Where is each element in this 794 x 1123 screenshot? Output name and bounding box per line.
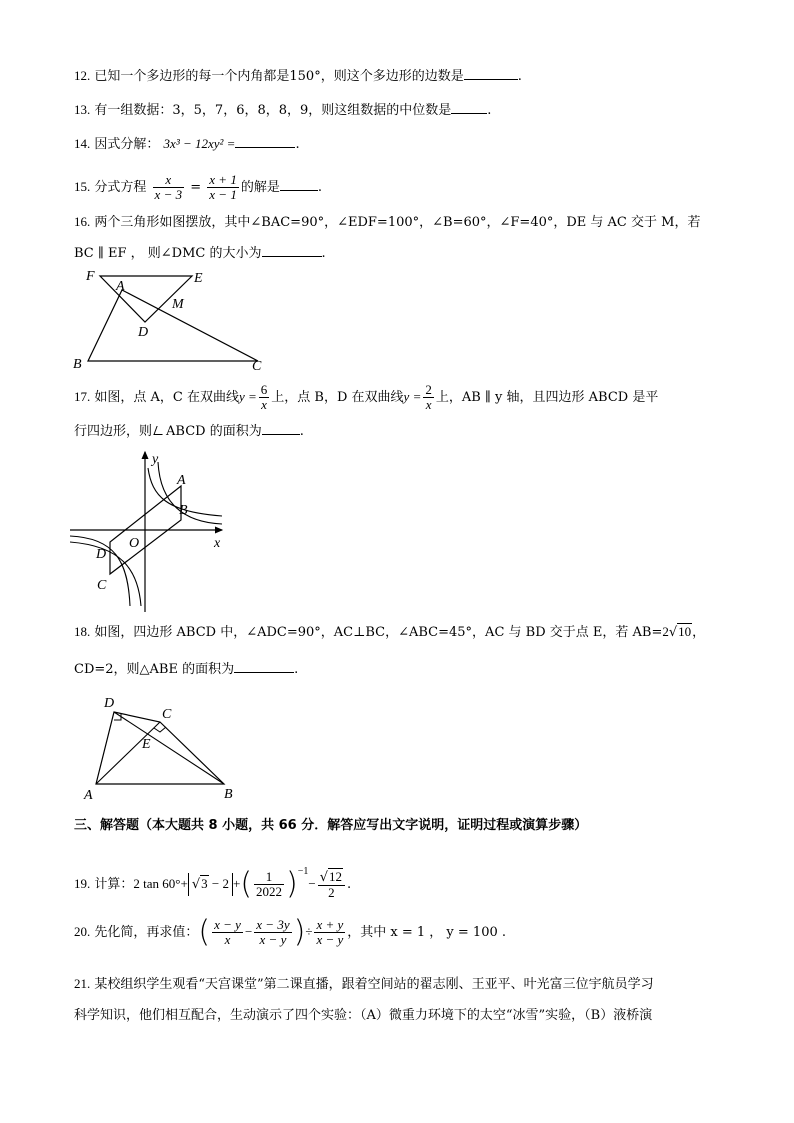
- label-m: M: [172, 297, 184, 312]
- question-text-part1: 如图，点 A，C 在双曲线: [94, 390, 239, 405]
- label-d: D: [96, 547, 107, 562]
- radical-sign: √: [668, 625, 678, 640]
- question-text-part3: 上，AB ∥ y 轴，且四边形 ABCD 是平: [435, 390, 659, 405]
- minus-sign: −: [244, 924, 253, 939]
- answer-blank: [451, 101, 487, 114]
- question-text-line2b: ABCD 的面积为: [166, 424, 262, 439]
- label-c: C: [252, 359, 262, 374]
- question-16: [74, 212, 700, 233]
- function-2-lhs: y =: [403, 389, 422, 404]
- period: .: [347, 877, 352, 892]
- question-number: 12.: [74, 68, 91, 83]
- question-number: 20.: [74, 924, 91, 939]
- period: .: [487, 103, 492, 118]
- label-a: A: [84, 788, 93, 802]
- quadrilateral-abcd: [96, 712, 224, 784]
- question-13: [74, 100, 491, 121]
- question-text: 先化简，再求值：: [94, 925, 199, 940]
- question-21-line2: [74, 1006, 652, 1026]
- quadrilateral-figure: [80, 690, 240, 802]
- question-21: [74, 974, 654, 995]
- question-18-line2: [74, 660, 298, 680]
- label-b: B: [73, 357, 82, 372]
- question-number: 19.: [74, 876, 91, 891]
- label-d: D: [104, 696, 115, 711]
- period: .: [517, 69, 522, 84]
- comma: ，: [692, 625, 706, 640]
- absolute-value: √3 − 2: [188, 873, 233, 896]
- question-text: 已知一个多边形的每一个内角都是150°，则这个多边形的边数是: [94, 69, 464, 84]
- radical-coefficient: 2: [662, 624, 669, 639]
- question-text-line2: 科学知识，他们相互配合，生动演示了四个实验：（A）微重力环境下的太空“冰雪”实验，（B）液桥演: [74, 1008, 653, 1023]
- answer-blank: [262, 244, 322, 257]
- answer-blank: [235, 135, 295, 148]
- period: .: [317, 180, 322, 195]
- fraction-1-over-2022: $\frac{1}{2022}$: [256, 869, 283, 899]
- triangle-figure: [70, 266, 280, 378]
- parallelogram-symbol: [153, 426, 165, 435]
- function-1-lhs: y =: [239, 389, 257, 404]
- label-b: B: [224, 787, 233, 802]
- label-f: F: [86, 269, 95, 284]
- label-e: E: [194, 271, 203, 286]
- label-x: x: [214, 536, 221, 551]
- question-14: [74, 134, 300, 155]
- tan-expression: 2 tan 60°+: [133, 876, 188, 891]
- answer-blank: [234, 660, 294, 673]
- question-20: 20. 先化简，再求值：( $\frac{x - y}{x}$ − $\frac{x - 3y}{x - y}$ )÷ $\frac{x + y}{x - y}$ ，其中 x = 1 ， y = 100 .: [74, 914, 507, 950]
- diagonal-ac: [96, 722, 160, 784]
- fraction-sqrt12-over-2: $\frac{√12}{2}$: [318, 870, 345, 900]
- label-y: y: [152, 452, 159, 467]
- question-number: 17.: [74, 389, 91, 404]
- question-number: 21.: [74, 976, 91, 991]
- question-number: 13.: [74, 102, 91, 117]
- question-number: 14.: [74, 136, 91, 151]
- question-text-line2: BC ∥ EF ， 则∠DMC 的大小为: [74, 246, 262, 261]
- hyperbola-figure: [70, 446, 232, 612]
- question-text: 有一组数据：3，5，7，6，8，8，9，则这组数据的中位数是: [94, 103, 452, 118]
- period: .: [294, 662, 299, 677]
- fraction-lhs: $\frac{x}{x - 3}$: [154, 172, 183, 202]
- fraction-6-over-x: $\frac{6}{x}$: [260, 382, 268, 412]
- fraction-b: $\frac{x - 3y}{x - y}$: [256, 917, 290, 947]
- minus-sign: −: [308, 876, 316, 891]
- question-19: 19. 计算：2 tan 60°+ √3 − 2 +( $\frac{1}{2022}$ )$^{-1}$− $\frac{√12}{2}$ .: [74, 866, 352, 902]
- question-number: 15.: [74, 179, 91, 194]
- label-e: E: [142, 737, 151, 752]
- label-a: A: [177, 473, 186, 488]
- section-heading: 三、解答题（本大题共 8 小题，共 66 分．解答应写出文字说明，证明过程或演算步骤）: [74, 818, 588, 833]
- math-expression: 3x³ − 12xy² =: [163, 136, 236, 151]
- question-number: 18.: [74, 624, 91, 639]
- radicand: 10: [678, 624, 692, 639]
- fraction-c: $\frac{x + y}{x - y}$: [316, 917, 344, 947]
- question-number: 16.: [74, 214, 91, 229]
- question-text: 计算：: [94, 877, 134, 892]
- question-18: [74, 622, 705, 643]
- condition-text: ，其中 x = 1 ， y = 100 .: [347, 925, 507, 940]
- exponent: −1: [297, 866, 309, 877]
- question-15: [74, 170, 322, 205]
- period: .: [321, 246, 326, 261]
- label-b: B: [179, 503, 188, 518]
- question-text-tail: 的解是: [240, 180, 280, 195]
- question-text-line1: 如图，四边形 ABCD 中，∠ADC=90°，AC⊥BC，∠ABC=45°，AC 与 BD 交于点 E，若 AB=: [94, 625, 663, 640]
- question-text-line2: 行四边形，则: [74, 424, 153, 439]
- period: .: [295, 137, 300, 152]
- question-16-line2: [74, 244, 326, 264]
- label-c: C: [162, 707, 172, 722]
- equals-sign: =: [190, 180, 202, 195]
- period: .: [299, 424, 304, 439]
- answer-blank: [464, 67, 518, 80]
- fraction-rhs: $\frac{x + 1}{x - 1}$: [209, 172, 237, 202]
- question-text-line2: CD=2，则△ABE 的面积为: [74, 662, 235, 677]
- question-text-line1: 某校组织学生观看“天宫课堂”第二课直播，跟着空间站的翟志刚、王亚平、叶光富三位宇航员学习: [94, 977, 654, 992]
- diagonal-bd: [114, 712, 224, 784]
- label-a: A: [116, 279, 125, 294]
- label-d: D: [138, 325, 149, 340]
- question-text-part2: 上，点 B，D 在双曲线: [271, 390, 404, 405]
- question-text-line1: 两个三角形如图摆放，其中∠BAC=90°，∠EDF=100°，∠B=60°，∠F=40°，DE 与 AC 交于 M，若: [94, 215, 701, 230]
- answer-blank: [262, 422, 300, 435]
- right-angle-c: [154, 727, 166, 732]
- divide-sign: ÷: [305, 924, 313, 939]
- question-12: [74, 66, 522, 87]
- question-text: 因式分解：: [94, 137, 160, 152]
- question-text: 分式方程: [94, 180, 147, 195]
- question-17: [74, 380, 658, 415]
- label-o: O: [129, 536, 140, 551]
- label-c: C: [97, 578, 107, 593]
- question-17-line2: [74, 422, 304, 442]
- plus-sign: +: [232, 876, 241, 891]
- answer-blank: [280, 178, 318, 191]
- fraction-a: $\frac{x - y}{x}$: [214, 917, 241, 947]
- fraction-2-over-x: $\frac{2}{x}$: [425, 382, 432, 412]
